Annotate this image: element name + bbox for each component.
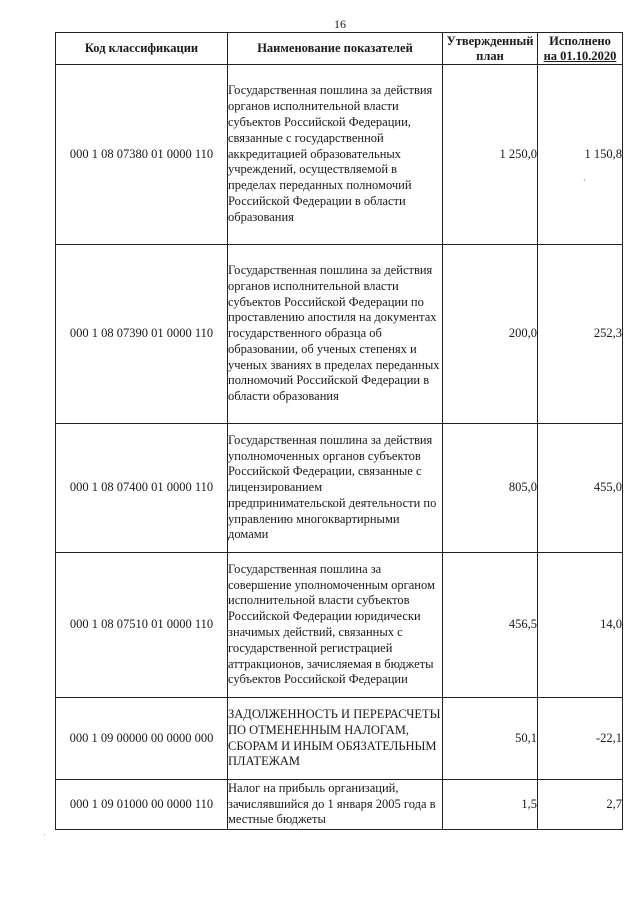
row-name: Государственная пошлина за действия органов исполнительной власти субъектов Российской Федерации по проставлению апостиля на документах государственного образца об образовании, об ученых степенях и ученых званиях в пределах переданных полномочий Российской Федерации в области образования [228, 245, 443, 424]
scan-dot: · [43, 830, 46, 840]
row-done: 14,0 [538, 553, 623, 698]
page-number: 16 [334, 17, 346, 31]
table-row [56, 780, 623, 830]
table-row [56, 245, 623, 424]
row-done: 1 150,8 [538, 65, 623, 245]
row-plan: 50,1 [443, 698, 538, 780]
row-done: -22,1 [538, 698, 623, 780]
row-plan: 456,5 [443, 553, 538, 698]
row-name: Налог на прибыль организаций, зачислявшийся до 1 января 2005 года в местные бюджеты [228, 780, 443, 830]
row-code: 000 1 08 07400 01 0000 110 [56, 424, 228, 553]
row-done: 2,7 [538, 780, 623, 830]
row-name: Государственная пошлина за действия уполномоченных органов субъектов Российской Федерации, связанные с лицензированием предпринимательской деятельности по управлению многоквартирными домами [228, 424, 443, 553]
row-plan: 1 250,0 [443, 65, 538, 245]
header-code: Код классификации [56, 33, 228, 65]
row-code: 000 1 09 01000 00 0000 110 [56, 780, 228, 830]
scan-speck: ` [583, 178, 586, 188]
header-name: Наименование показателей [228, 33, 443, 65]
header-plan [443, 33, 538, 65]
row-plan: 805,0 [443, 424, 538, 553]
budget-table [55, 32, 623, 830]
row-code: 000 1 08 07390 01 0000 110 [56, 245, 228, 424]
table-row [56, 698, 623, 780]
table-row [56, 65, 623, 245]
row-code: 000 1 08 07510 01 0000 110 [56, 553, 228, 698]
table-header-row [56, 33, 623, 65]
row-code: 000 1 08 07380 01 0000 110 [56, 65, 228, 245]
row-done: 252,3 [538, 245, 623, 424]
table-row [56, 553, 623, 698]
row-done: 455,0 [538, 424, 623, 553]
header-plan-line2: план [476, 48, 504, 63]
row-name: Государственная пошлина за совершение уполномоченным органом исполнительной власти субъектов Российской Федерации юридически значимых действий, связанных с государственной регистрацией аттракционов, зачисляемая в бюджеты субъектов Российской Федерации [228, 553, 443, 698]
header-done [538, 33, 623, 65]
header-plan-line1: Утвержденный [446, 33, 534, 48]
table-row [56, 424, 623, 553]
row-code: 000 1 09 00000 00 0000 000 [56, 698, 228, 780]
row-plan: 200,0 [443, 245, 538, 424]
header-done-line1: Исполнено [549, 33, 611, 48]
row-name: ЗАДОЛЖЕННОСТЬ И ПЕРЕРАСЧЕТЫ ПО ОТМЕНЕННЫМ НАЛОГАМ, СБОРАМ И ИНЫМ ОБЯЗАТЕЛЬНЫМ ПЛАТЕЖАМ [228, 698, 443, 780]
row-plan: 1,5 [443, 780, 538, 830]
row-name: Государственная пошлина за действия органов исполнительной власти субъектов Российской Федерации, связанные с государственной аккредитацией образовательных учреждений, осуществляемой в пределах переданных полномочий Российской Федерации в области образования [228, 65, 443, 245]
header-done-line2: на 01.10.2020 [543, 48, 617, 63]
